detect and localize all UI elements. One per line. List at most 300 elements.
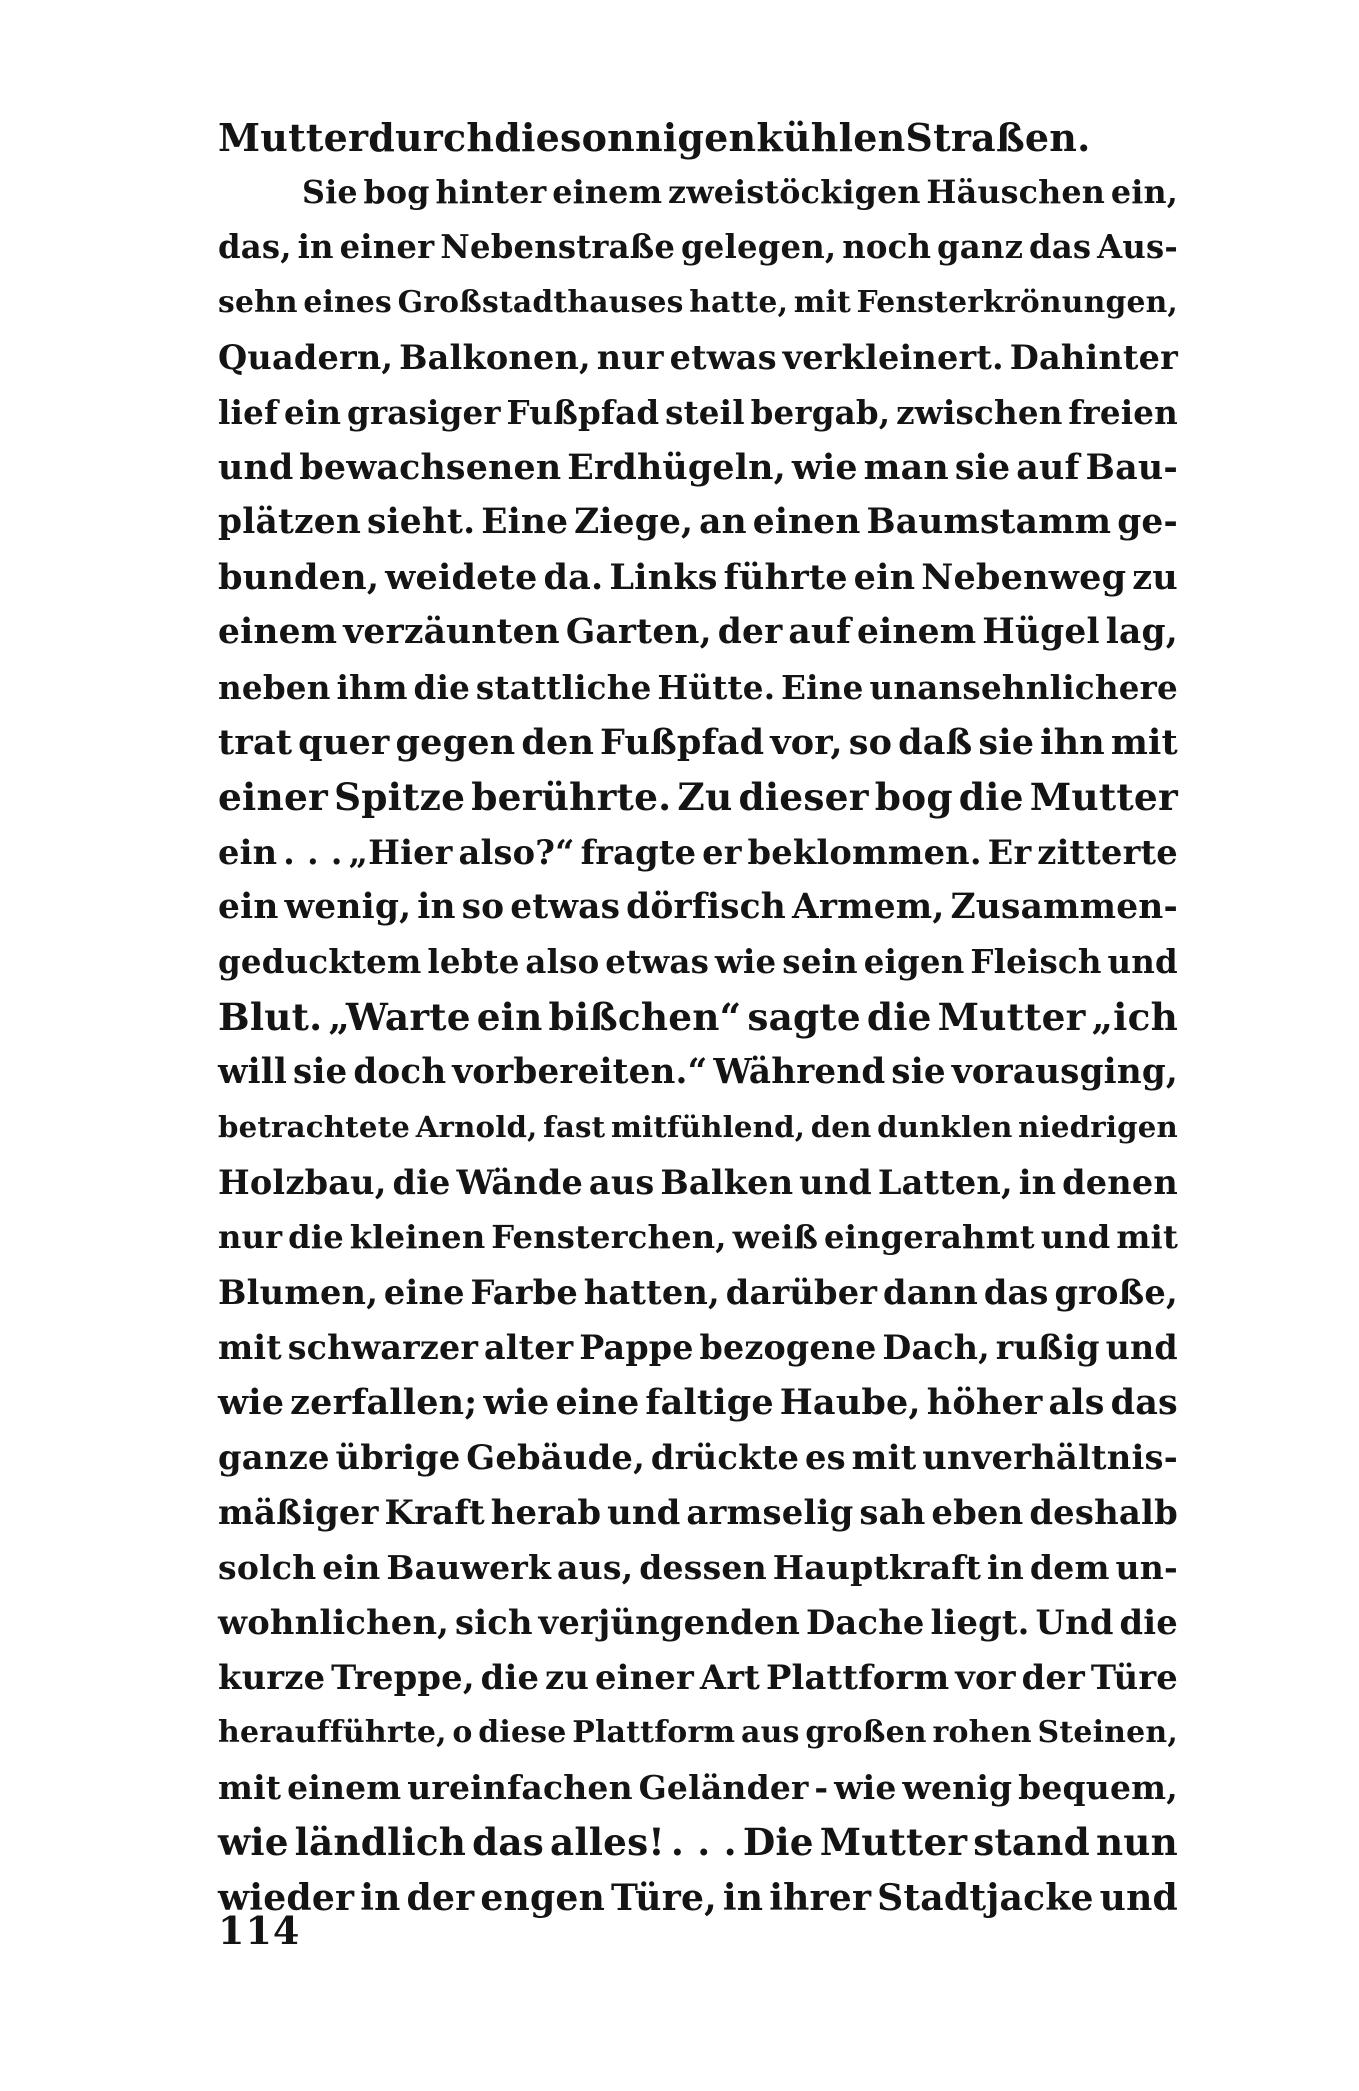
word: Und bbox=[1035, 1602, 1114, 1642]
word: Arnold, bbox=[415, 1110, 538, 1144]
word: Hütte. bbox=[657, 668, 776, 707]
word: vor, bbox=[770, 722, 843, 763]
word: ein bbox=[218, 832, 278, 872]
word: Fleisch bbox=[970, 943, 1102, 981]
word: ureinfachen bbox=[407, 1768, 633, 1807]
word: sein bbox=[782, 943, 858, 981]
word: kühlen bbox=[756, 115, 906, 160]
word: Die bbox=[742, 1820, 814, 1864]
text-line bbox=[218, 1485, 1178, 1540]
word: in bbox=[1018, 1163, 1057, 1202]
word: gegen bbox=[395, 722, 516, 763]
word: in bbox=[722, 1876, 764, 1919]
word: freien bbox=[1068, 393, 1178, 432]
word: gelegen, bbox=[681, 228, 837, 266]
word: Eine bbox=[781, 668, 864, 707]
word: kleinen bbox=[349, 1218, 486, 1256]
word: Nebenweg bbox=[921, 557, 1127, 598]
word: dann bbox=[883, 1272, 978, 1312]
word: die bbox=[866, 995, 932, 1039]
word: noch bbox=[842, 228, 932, 266]
word: Blumen, bbox=[218, 1272, 379, 1312]
word: die bbox=[413, 668, 471, 707]
word: Pappe bbox=[579, 1328, 694, 1367]
word: „Hier bbox=[348, 832, 453, 872]
word: das bbox=[983, 1272, 1049, 1312]
word: und bbox=[1105, 1328, 1178, 1367]
word: bunden, bbox=[218, 557, 380, 598]
text-line bbox=[218, 275, 1178, 330]
word: o bbox=[452, 1715, 473, 1750]
word: die bbox=[480, 1657, 540, 1697]
word: Während bbox=[713, 1052, 886, 1092]
text-line bbox=[218, 1870, 1178, 1925]
word: un- bbox=[1115, 1548, 1178, 1587]
word: fragte bbox=[580, 832, 697, 872]
word: schwarzer bbox=[287, 1328, 479, 1367]
word: wie bbox=[218, 1820, 289, 1864]
word: heraufführte, bbox=[218, 1715, 447, 1750]
word: wie bbox=[791, 447, 858, 488]
text-line bbox=[218, 495, 1178, 550]
word: Dahinter bbox=[1009, 338, 1178, 377]
word: Plattform bbox=[572, 1715, 736, 1750]
word: „ich bbox=[1091, 995, 1178, 1039]
word: bewachsenen bbox=[299, 447, 562, 488]
word: Stadtjacke bbox=[877, 1876, 1094, 1919]
word: in bbox=[987, 1548, 1025, 1587]
word: Mutter bbox=[1029, 775, 1178, 819]
word: ihrer bbox=[769, 1876, 872, 1919]
word: ein bbox=[218, 887, 279, 927]
word: einem bbox=[218, 612, 338, 652]
text-line bbox=[218, 1540, 1178, 1595]
word: einem bbox=[857, 612, 977, 652]
word: bergab, bbox=[750, 393, 891, 432]
word: Erdhügeln, bbox=[567, 447, 786, 488]
word: daß bbox=[898, 722, 973, 763]
text-line bbox=[218, 990, 1178, 1045]
word: einer bbox=[339, 228, 435, 266]
word: er bbox=[702, 832, 742, 872]
word: die bbox=[1119, 1602, 1178, 1642]
text-line bbox=[218, 825, 1178, 880]
text-line bbox=[218, 550, 1178, 605]
word: als bbox=[1048, 1382, 1105, 1423]
word: große, bbox=[1054, 1272, 1178, 1312]
word: und bbox=[1099, 1876, 1178, 1919]
word: bißchen“ bbox=[548, 995, 742, 1039]
word: Nebenstraße bbox=[440, 228, 676, 266]
text-line bbox=[218, 880, 1178, 935]
text-line bbox=[218, 660, 1178, 715]
word: sonnigen bbox=[559, 115, 757, 160]
text-line bbox=[218, 110, 1178, 165]
text-line bbox=[218, 1705, 1178, 1760]
word: mit bbox=[1116, 1218, 1178, 1256]
word: einer bbox=[218, 775, 328, 819]
word: unverhältnis- bbox=[922, 1437, 1178, 1477]
word: sieht. bbox=[366, 502, 476, 542]
word: . . . bbox=[670, 1820, 737, 1864]
word: Blut. bbox=[218, 995, 323, 1039]
word: Eine bbox=[481, 502, 569, 542]
word: ge- bbox=[1117, 502, 1178, 542]
text-line bbox=[218, 1650, 1178, 1705]
word: großen bbox=[805, 1715, 927, 1750]
word: Balken bbox=[660, 1163, 794, 1202]
word: aus, bbox=[556, 1548, 634, 1587]
word: unansehnlichere bbox=[869, 668, 1178, 707]
word: lag, bbox=[1105, 612, 1178, 652]
word: ihn bbox=[1040, 722, 1105, 763]
word: so bbox=[848, 722, 893, 763]
word: betrachtete bbox=[218, 1110, 411, 1144]
word: mit bbox=[218, 1328, 282, 1367]
word: ein bbox=[322, 1548, 381, 1587]
word: nur bbox=[218, 1218, 283, 1256]
word: hinter bbox=[435, 174, 547, 211]
word: Plattform bbox=[765, 1657, 950, 1697]
text-line bbox=[218, 165, 1178, 220]
word: Aus- bbox=[1097, 228, 1178, 266]
word: eben bbox=[931, 1492, 1024, 1532]
word: etwas bbox=[605, 943, 710, 981]
word: deshalb bbox=[1029, 1492, 1178, 1532]
word: verjüngenden bbox=[538, 1602, 801, 1642]
word: Er bbox=[987, 832, 1032, 872]
word: ein bbox=[476, 995, 543, 1039]
word: bezogene bbox=[699, 1328, 877, 1367]
word: . . . bbox=[283, 832, 343, 872]
word: einer bbox=[595, 1657, 695, 1697]
word: ein bbox=[853, 557, 916, 598]
word: man bbox=[863, 447, 949, 488]
word: einen bbox=[752, 502, 861, 542]
word: der bbox=[406, 1876, 475, 1919]
word: faltige bbox=[645, 1382, 774, 1423]
word: Bau- bbox=[1085, 447, 1178, 488]
word: liegt. bbox=[930, 1602, 1030, 1642]
word: stand bbox=[973, 1820, 1090, 1864]
word: durch bbox=[368, 115, 495, 160]
word: „Warte bbox=[328, 995, 471, 1039]
word: Latten, bbox=[877, 1163, 1013, 1202]
word: lief bbox=[218, 393, 279, 432]
word: zweistöckigen bbox=[668, 174, 921, 211]
word: eigen bbox=[863, 943, 965, 981]
word: Zusammen- bbox=[950, 887, 1178, 927]
word: sie bbox=[292, 1052, 348, 1092]
word: zu bbox=[1132, 557, 1178, 598]
text-line bbox=[218, 385, 1178, 440]
word: verzäunten bbox=[343, 612, 560, 652]
text-line bbox=[218, 440, 1178, 495]
word: höher bbox=[926, 1382, 1043, 1423]
word: Häuschen bbox=[926, 174, 1106, 211]
text-line bbox=[218, 1155, 1178, 1210]
word: Kraft bbox=[384, 1492, 485, 1532]
word: Treppe, bbox=[331, 1657, 475, 1697]
word: aus bbox=[588, 1163, 655, 1202]
text-line bbox=[218, 1045, 1178, 1100]
word: geducktem bbox=[218, 943, 422, 981]
word: Links bbox=[609, 557, 718, 598]
word: ein, bbox=[1110, 174, 1178, 211]
word: Ziege, bbox=[574, 502, 694, 542]
word: ihm bbox=[336, 668, 408, 707]
word: weiß bbox=[732, 1218, 819, 1256]
text-line bbox=[218, 1320, 1178, 1375]
word: etwas bbox=[669, 338, 777, 377]
word: rohen bbox=[932, 1715, 1032, 1750]
word: engen bbox=[480, 1876, 606, 1919]
word: und bbox=[607, 1492, 681, 1532]
word: den bbox=[810, 1110, 872, 1144]
word: steil bbox=[665, 393, 745, 432]
word: Großstadthauses bbox=[397, 285, 684, 320]
word: sehn bbox=[218, 285, 298, 320]
word: hatten, bbox=[583, 1272, 720, 1312]
word: beklommen. bbox=[747, 832, 982, 872]
word: dem bbox=[1029, 1548, 1110, 1587]
word: alles! bbox=[549, 1820, 665, 1864]
word: dessen bbox=[639, 1548, 767, 1587]
word: aus bbox=[741, 1715, 800, 1750]
word: Straßen. bbox=[905, 115, 1091, 160]
word: lebte bbox=[427, 943, 520, 981]
word: Art bbox=[699, 1657, 761, 1697]
word: Fensterchen, bbox=[491, 1218, 727, 1256]
text-line bbox=[218, 1210, 1178, 1265]
word: wie bbox=[834, 1768, 897, 1807]
page-number: 114 bbox=[218, 1908, 301, 1953]
word: mit bbox=[1110, 722, 1178, 763]
word: hatte, bbox=[689, 285, 789, 320]
word: einem bbox=[552, 174, 663, 211]
word: die bbox=[392, 1163, 451, 1202]
word: rußig bbox=[995, 1328, 1100, 1367]
word: Fensterkrönungen, bbox=[856, 285, 1178, 320]
word: übrige bbox=[335, 1437, 461, 1477]
word: Türe bbox=[1090, 1657, 1178, 1697]
word: bequem, bbox=[1018, 1768, 1178, 1807]
word: vorausging, bbox=[951, 1052, 1178, 1092]
text-line bbox=[218, 1265, 1178, 1320]
word: weidete bbox=[385, 557, 538, 598]
word: die bbox=[494, 115, 560, 160]
word: etwas bbox=[510, 887, 621, 927]
word: darüber bbox=[725, 1272, 878, 1312]
word: denen bbox=[1062, 1163, 1178, 1202]
word: zitterte bbox=[1037, 832, 1178, 872]
word: mäßiger bbox=[218, 1492, 379, 1532]
word: und bbox=[1040, 1218, 1111, 1256]
word: Garten, bbox=[565, 612, 712, 652]
word: an bbox=[699, 502, 747, 542]
word: eine bbox=[555, 1382, 640, 1423]
text-line bbox=[218, 605, 1178, 660]
text-line bbox=[218, 330, 1178, 385]
word: also?“ bbox=[458, 832, 575, 872]
text-line bbox=[218, 770, 1178, 825]
word: vorbereiten.“ bbox=[452, 1052, 708, 1092]
word: sah bbox=[859, 1492, 926, 1532]
word: eingerahmt bbox=[823, 1218, 1035, 1256]
word: Zu bbox=[677, 775, 733, 819]
word: Spitze bbox=[333, 775, 466, 819]
word: Baumstamm bbox=[866, 502, 1112, 542]
word: Holzbau, bbox=[218, 1163, 387, 1202]
word: wie bbox=[218, 1382, 285, 1423]
word: grasiger bbox=[347, 393, 501, 432]
word: dunklen bbox=[877, 1110, 1013, 1144]
word: sie bbox=[978, 722, 1035, 763]
text-line bbox=[218, 715, 1178, 770]
word: Balkonen, bbox=[399, 338, 591, 377]
word: der bbox=[1021, 1657, 1086, 1697]
word: wohnlichen, bbox=[218, 1602, 450, 1642]
word: zu bbox=[545, 1657, 590, 1697]
word: eines bbox=[303, 285, 392, 320]
word: Fußpfad bbox=[600, 722, 765, 763]
text-line bbox=[218, 1815, 1178, 1870]
word: das bbox=[472, 1820, 544, 1864]
word: wieder bbox=[218, 1876, 355, 1919]
word: kurze bbox=[218, 1657, 326, 1697]
word: auf bbox=[788, 612, 852, 652]
word: will bbox=[218, 1052, 288, 1092]
word: nun bbox=[1095, 1820, 1178, 1864]
word: armselig bbox=[686, 1492, 854, 1532]
word: die bbox=[958, 775, 1024, 819]
text-line bbox=[218, 935, 1178, 990]
word: und bbox=[799, 1163, 872, 1202]
word: sich bbox=[455, 1602, 533, 1642]
word: bog bbox=[874, 775, 953, 819]
text-line bbox=[218, 220, 1178, 275]
word: so bbox=[461, 887, 505, 927]
word: verkleinert. bbox=[782, 338, 1004, 377]
word: zwischen bbox=[896, 393, 1063, 432]
word: Mutter bbox=[937, 995, 1086, 1039]
text-line bbox=[218, 1595, 1178, 1650]
word: ein bbox=[283, 393, 342, 432]
word: diese bbox=[478, 1715, 567, 1750]
word: und bbox=[218, 447, 294, 488]
word: berührte. bbox=[471, 775, 672, 819]
word: ländlich bbox=[294, 1820, 467, 1864]
word: in bbox=[297, 228, 334, 266]
word: Bauwerk bbox=[386, 1548, 552, 1587]
word: zerfallen; bbox=[290, 1382, 478, 1423]
word: vor bbox=[955, 1657, 1016, 1697]
word: den bbox=[521, 722, 595, 763]
word: dieser bbox=[738, 775, 869, 819]
word: der bbox=[717, 612, 783, 652]
word: wie bbox=[483, 1382, 550, 1423]
word: Haube, bbox=[779, 1382, 921, 1423]
text-line bbox=[218, 1760, 1178, 1815]
word: Geländer bbox=[638, 1768, 809, 1807]
word: Dache bbox=[805, 1602, 925, 1642]
word: - bbox=[814, 1768, 829, 1807]
word: Türe, bbox=[610, 1876, 717, 1919]
word: ganz bbox=[937, 228, 1024, 266]
word: doch bbox=[353, 1052, 447, 1092]
word: wenig bbox=[902, 1768, 1013, 1807]
page-text-block bbox=[218, 110, 1178, 1925]
word: wie bbox=[714, 943, 777, 981]
word: herab bbox=[490, 1492, 602, 1532]
word: Armem, bbox=[791, 887, 945, 927]
word: das bbox=[1028, 228, 1092, 266]
word: Fußpfad bbox=[506, 393, 660, 432]
word: fast bbox=[543, 1110, 606, 1144]
word: Mutter bbox=[218, 115, 369, 160]
word: mit bbox=[851, 1437, 917, 1477]
word: quer bbox=[298, 722, 390, 763]
word: und bbox=[1107, 943, 1178, 981]
word: Mutter bbox=[819, 1820, 968, 1864]
word: mit bbox=[218, 1768, 282, 1807]
word: drückte bbox=[650, 1437, 800, 1477]
word: plätzen bbox=[218, 502, 362, 542]
word: sagte bbox=[747, 995, 861, 1039]
word: das bbox=[1110, 1382, 1178, 1423]
word: Sie bbox=[302, 174, 358, 211]
word: eine bbox=[383, 1272, 465, 1312]
text-line bbox=[218, 1100, 1178, 1155]
word: die bbox=[288, 1218, 344, 1256]
word: Farbe bbox=[470, 1272, 578, 1312]
word: alter bbox=[484, 1328, 574, 1367]
word: Hügel bbox=[982, 612, 1100, 652]
word: Hauptkraft bbox=[772, 1548, 982, 1587]
word: in bbox=[417, 887, 456, 927]
text-line bbox=[218, 1375, 1178, 1430]
word: es bbox=[804, 1437, 846, 1477]
word: wenig, bbox=[284, 887, 412, 927]
word: Wände bbox=[456, 1163, 584, 1202]
word: Quadern, bbox=[218, 338, 394, 377]
word: Gebäude, bbox=[466, 1437, 646, 1477]
word: einem bbox=[287, 1768, 402, 1807]
word: niedrigen bbox=[1018, 1110, 1178, 1144]
word: Steinen, bbox=[1037, 1715, 1178, 1750]
word: dörfisch bbox=[626, 887, 787, 927]
word: sie bbox=[954, 447, 1011, 488]
word: mit bbox=[793, 285, 851, 320]
word: Dach, bbox=[882, 1328, 990, 1367]
text-line bbox=[218, 1430, 1178, 1485]
word: neben bbox=[218, 668, 331, 707]
word: also bbox=[525, 943, 600, 981]
word: in bbox=[360, 1876, 401, 1919]
word: trat bbox=[218, 722, 293, 763]
word: da. bbox=[543, 557, 604, 598]
word: nur bbox=[596, 338, 664, 377]
word: sie bbox=[891, 1052, 946, 1092]
word: bog bbox=[363, 174, 430, 211]
word: das, bbox=[218, 228, 292, 266]
word: ganze bbox=[218, 1437, 330, 1477]
word: führte bbox=[723, 557, 848, 598]
word: stattliche bbox=[475, 668, 652, 707]
word: mitfühlend, bbox=[610, 1110, 806, 1144]
word: auf bbox=[1016, 447, 1080, 488]
word: solch bbox=[218, 1548, 317, 1587]
